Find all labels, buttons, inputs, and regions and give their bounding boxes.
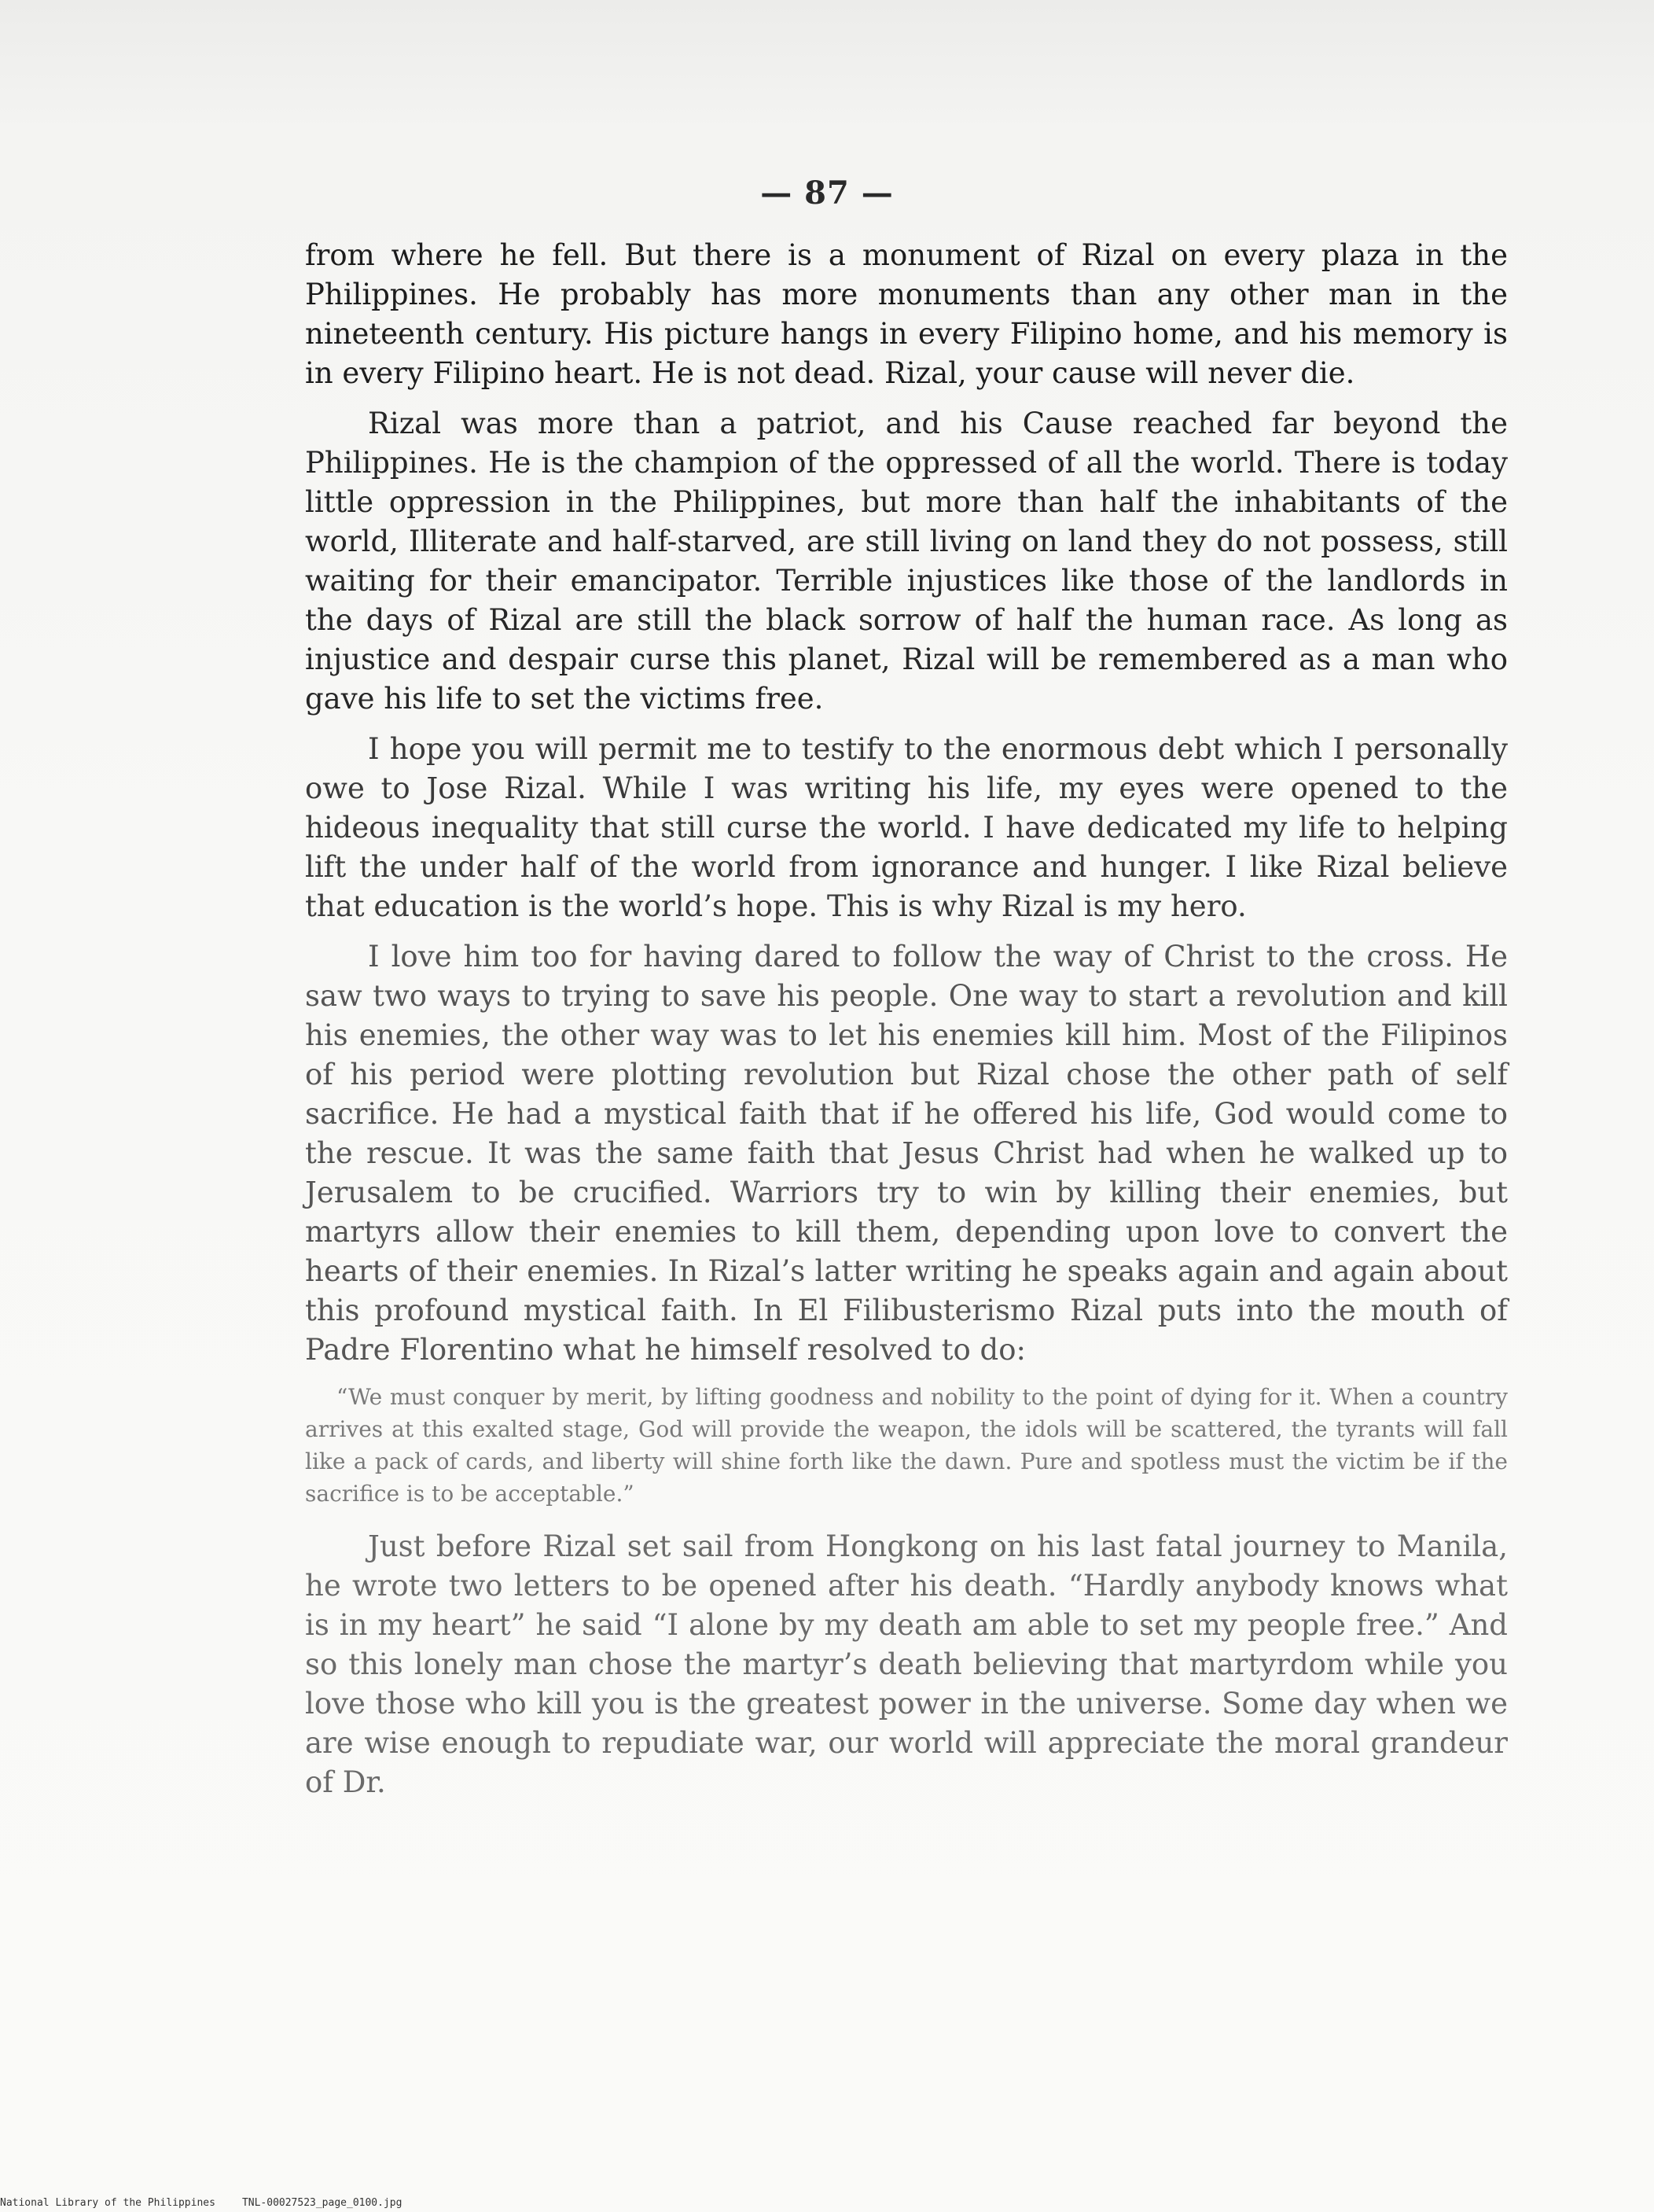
body-text [305,236,1508,1813]
footer-filename: TNL-00027523_page_0100.jpg [241,2197,402,2209]
page-number: — 87 — [760,175,894,212]
footer-library: National Library of the Philippines [0,2197,215,2209]
paragraph-rizal-patriot: Rizal was more than a patriot, and his Cause reached far beyond the Philippines. He is the champion of the oppressed of all the world. There is today little oppression in the Philippines, but more than half the inhabitants of the world, Illiterate and half-starved, are still living on land they do not possess, still waiting for their emancipator. Terrible injustices like those of the landlords in the days of Rizal are still the black sorrow of half the human race. As long as injustice and despair curse this planet, Rizal will be remembered as a man who gave his life to set the victims free. [305,407,1508,716]
block-quote-florentino: “We must conquer by merit, by lifting goodness and nobility to the point of dying for it. When a country arrives at this exalted stage, God will provide the weapon, the idols will be scattered, the tyrants will fall like a pack of cards, and liberty will shine forth like the dawn. Pure and spotless must the victim be if the sacrifice is to be acceptable.” [305,1384,1508,1507]
paragraph-continuation: from where he fell. But there is a monument of Rizal on every plaza in the Philippines. He probably has more monuments than any other man in the nineteenth century. His picture hangs in every Filipino home, and his memory is in every Filipino heart. He is not dead. Rizal, your cause will never die. [305,238,1508,390]
scan-footer [0,2197,428,2209]
paragraph-personal-debt: I hope you will permit me to testify to the enormous debt which I personally owe to Jose Rizal. While I was writing his life, my eyes were opened to the hideous inequality that still curse the world. I have dedicated my life to helping lift the under half of the world from ignorance and hunger. I like Rizal believe that education is the world’s hope. This is why Rizal is my hero. [305,732,1508,923]
paragraph-way-of-christ: I love him too for having dared to follow the way of Christ to the cross. He saw two ways to trying to save his people. One way to start a revolution and kill his enemies, the other way was to let his enemies kill him. Most of the Filipinos of his period were plotting revolution but Rizal chose the other path of self sacrifice. He had a mystical faith that if he offered his life, God would come to the rescue. It was the same faith that Jesus Christ had when he walked up to Jerusalem to be crucified. Warriors try to win by killing their enemies, but martyrs allow their enemies to kill them, depending upon love to convert the hearts of their enemies. In Rizal’s latter writing he speaks again and again about this profound mystical faith. In El Filibusterismo Rizal puts into the mouth of Padre Florentino what he himself resolved to do: [305,940,1508,1367]
paragraph-last-journey: Just before Rizal set sail from Hongkong on his last fatal journey to Manila, he wrote two letters to be opened after his death. “Hardly anybody knows what is in my heart” he said “I alone by my death am able to set my people free.” And so this lonely man chose the martyr’s death believing that martyrdom while you love those who kill you is the greatest power in the universe. Some day when we are wise enough to repudiate war, our world will appreciate the moral grandeur of Dr. [305,1529,1508,1799]
